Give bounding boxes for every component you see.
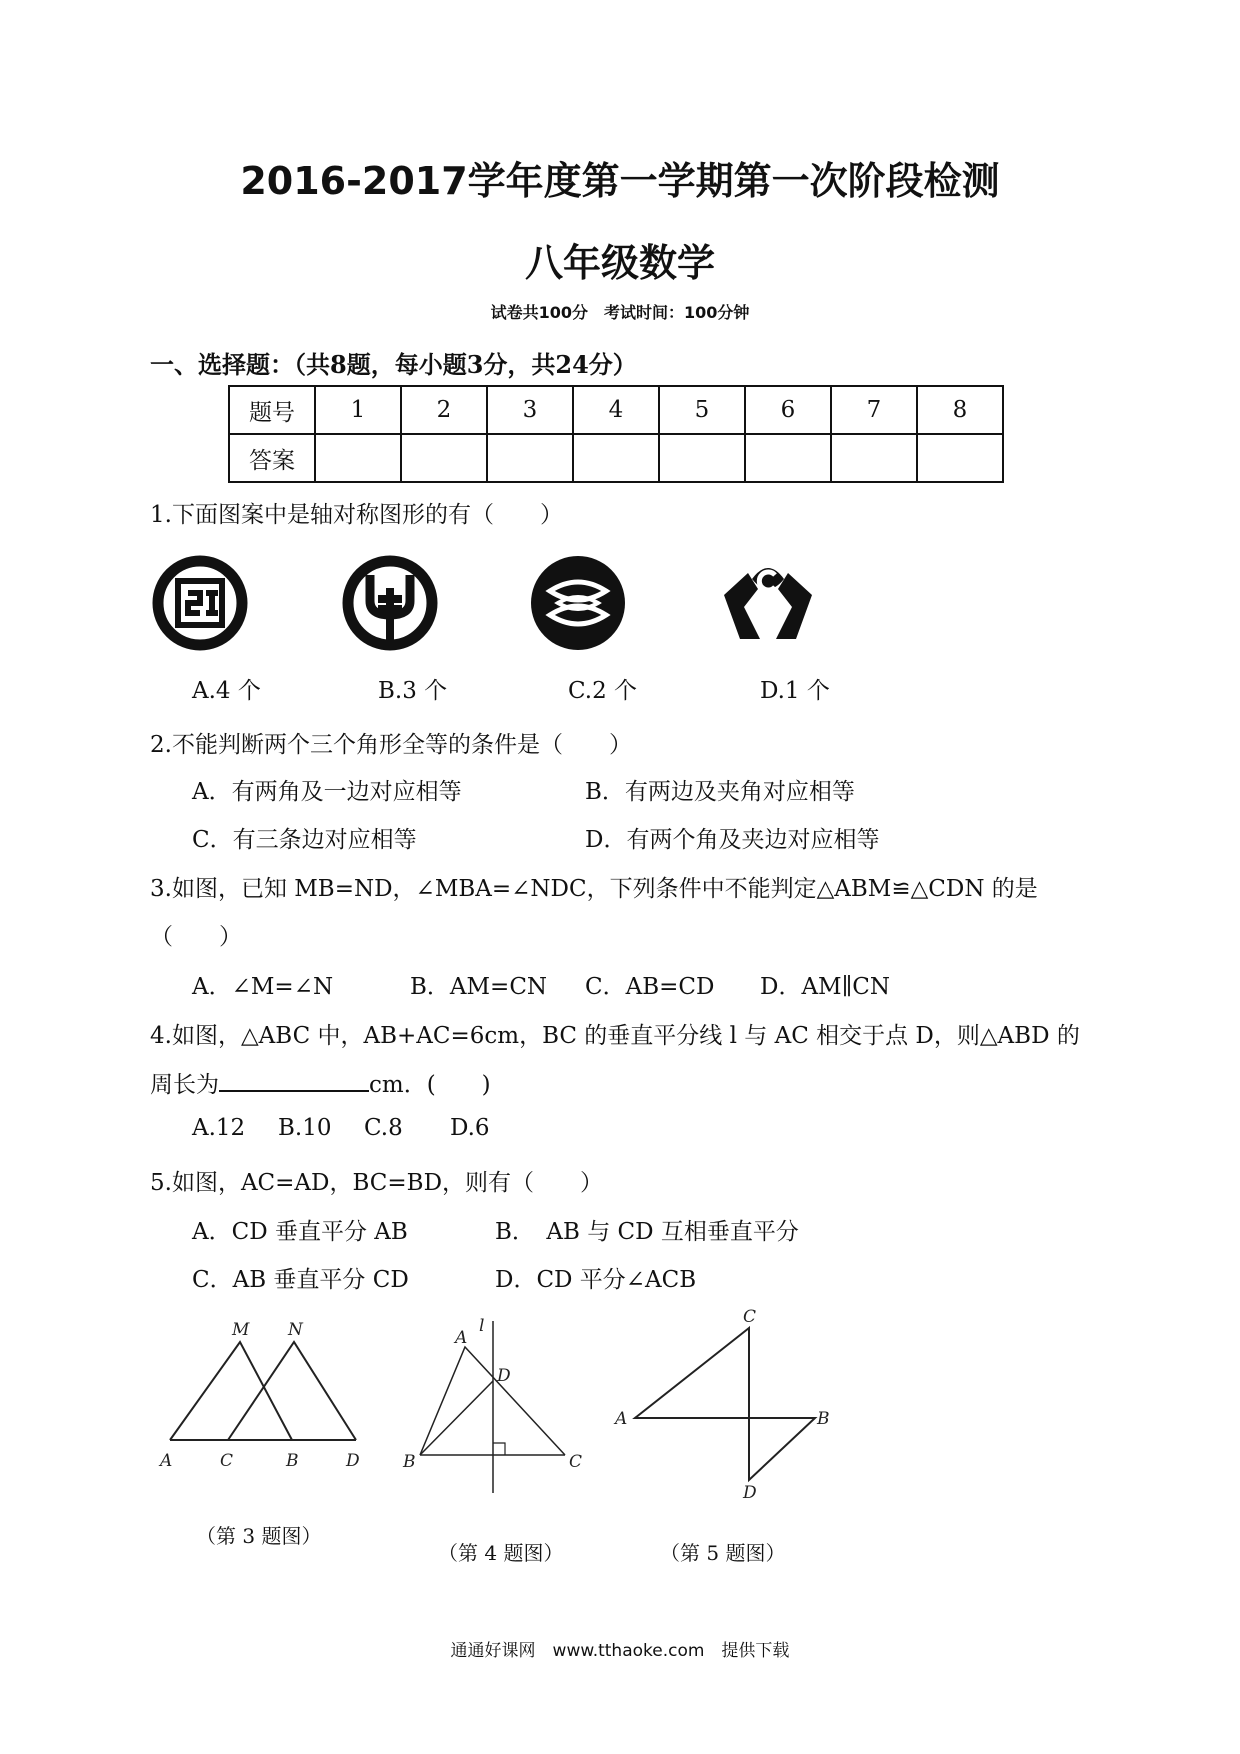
q4-stem-suffix: cm．( ) [369,1072,491,1098]
q4-option-a: A.12 [192,1115,246,1141]
fig4-label-c: C [569,1452,583,1472]
table-cell: 2 [401,386,487,434]
fig5-label-d: D [743,1483,757,1502]
q1-option-a: A.4 个 [192,678,261,704]
question-3-stem-paren: （ ） [150,924,242,950]
q2-option-c: C．有三条边对应相等 [192,827,417,853]
q4-option-d: D.6 [450,1115,490,1141]
table-row [229,386,1003,434]
table-cell: 3 [487,386,573,434]
footer: 通通好课网 www.tthaoke.com 提供下载 [450,1641,790,1661]
fig3-label-b: B [286,1451,299,1471]
answer-cell [745,434,831,482]
figure-5 [605,1302,845,1502]
q1-option-d: D.1 个 [760,678,830,704]
table-header-number: 题号 [229,386,315,434]
fig5-label-b: B [817,1409,830,1429]
question-2-stem: 2.不能判断两个三个角形全等的条件是（ ） [150,732,632,758]
figure-5-caption: （第 5 题图） [660,1541,786,1565]
bank-logo-1-icon [150,553,250,653]
q2-option-b: B．有两边及夹角对应相等 [585,779,855,805]
question-5-stem: 5.如图，AC=AD，BC=BD，则有（ ） [150,1170,604,1196]
answer-cell [401,434,487,482]
question-1-stem: 1.下面图案中是轴对称图形的有（ ） [150,502,563,528]
answer-cell [573,434,659,482]
q3-option-a: A．∠M=∠N [192,974,334,1000]
q4-option-c: C.8 [364,1115,403,1141]
table-cell: 4 [573,386,659,434]
fig4-label-b: B [403,1452,416,1472]
table-cell: 1 [315,386,401,434]
answer-cell [917,434,1003,482]
fig5-label-c: C [743,1307,757,1327]
table-cell: 7 [831,386,917,434]
table-cell: 8 [917,386,1003,434]
q3-option-d: D．AM∥CN [760,974,890,1000]
q2-option-a: A．有两角及一边对应相等 [192,779,462,805]
page-title: 2016-2017学年度第一学期第一次阶段检测 [240,159,1000,203]
question-4-stem-line2 [150,1066,491,1099]
page-subtitle: 八年级数学 [524,241,715,285]
bank-logo-2-icon [340,553,440,653]
fig4-label-a: A [455,1328,468,1348]
fig3-label-a: A [160,1451,173,1471]
fig3-label-n: N [288,1320,303,1340]
question-3-stem: 3.如图，已知 MB=ND，∠MBA=∠NDC，下列条件中不能判定△ABM≌△CDN 的是 [150,876,1038,902]
section-heading: 一、选择题：（共8题，每小题3分，共24分） [150,350,637,379]
figure-4-caption: （第 4 题图） [438,1541,564,1565]
fig5-label-a: A [615,1409,628,1429]
question-4-stem: 4.如图，△ABC 中，AB+AC=6cm，BC 的垂直平分线 l 与 AC 相交于点 D，则△ABD 的 [150,1023,1080,1049]
fig3-label-d: D [346,1451,360,1471]
answer-cell [487,434,573,482]
q1-option-c: C.2 个 [568,678,638,704]
figure-3 [150,1310,370,1480]
q5-option-a: A．CD 垂直平分 AB [192,1219,408,1245]
q5-option-c: C．AB 垂直平分 CD [192,1267,409,1293]
figure-3-caption: （第 3 题图） [196,1524,322,1548]
answer-blank [219,1068,369,1092]
answer-cell [315,434,401,482]
china-mobile-logo-icon [528,553,628,653]
q4-stem-prefix: 周长为 [150,1072,219,1098]
table-cell: 6 [745,386,831,434]
answer-cell [659,434,745,482]
q3-option-b: B．AM=CN [410,974,548,1000]
q3-option-c: C．AB=CD [585,974,715,1000]
fig3-label-m: M [232,1320,250,1340]
answer-cell [831,434,917,482]
bank-logo-4-icon [718,553,818,653]
q5-option-b: B． AB 与 CD 互相垂直平分 [495,1219,799,1245]
figure-4 [395,1315,605,1495]
q1-option-b: B.3 个 [378,678,448,704]
table-row [229,434,1003,482]
exam-info: 试卷共100分 考试时间：100分钟 [490,303,750,322]
table-header-answer: 答案 [229,434,315,482]
q5-option-d: D．CD 平分∠ACB [495,1267,697,1293]
fig4-label-l: l [479,1316,485,1336]
q4-option-b: B.10 [278,1115,332,1141]
fig4-label-d: D [497,1366,511,1386]
fig3-label-c: C [220,1451,234,1471]
q2-option-d: D．有两个角及夹边对应相等 [585,827,880,853]
answer-table [228,385,1004,483]
table-cell: 5 [659,386,745,434]
